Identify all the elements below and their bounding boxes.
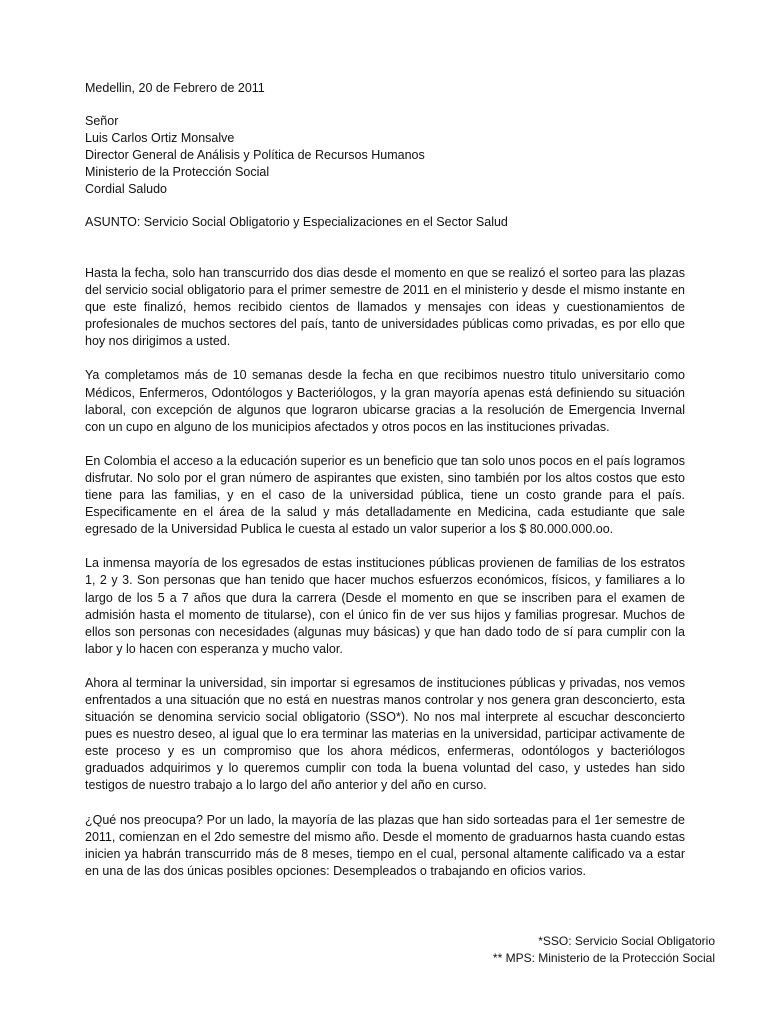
date-line: Medellin, 20 de Febrero de 2011 — [85, 81, 265, 95]
salutation: Señor — [85, 114, 119, 128]
footnotes — [493, 933, 715, 967]
recipient-organization: Ministerio de la Protección Social — [85, 165, 270, 179]
recipient-name: Luis Carlos Ortiz Monsalve — [85, 131, 235, 145]
body-paragraph: Ahora al terminar la universidad, sin importar si egresamos de instituciones públicas y privadas, nos vemos enfrentados a una situación que no está en nuestras manos controlar y nos genera gran desconcierto, esta situación se denomina servicio social obligatorio (SSO*). No nos mal interprete al escuchar desconcierto pues es nuestro deseo, al igual que lo era terminar las materias en la universidad, participar activamente de este proceso y es un compromiso que los ahora médicos, enfermeras, odontólogos y bacteriólogos graduados adquirimos y lo queremos cumplir con toda la buena voluntad del caso, y ustedes han sido testigos de nuestro trabajo a lo largo del año anterior y del año en curso. — [85, 675, 685, 793]
body-paragraph: Ya completamos más de 10 semanas desde la fecha en que recibimos nuestro titulo universitario como Médicos, Enfermeros, Odontólogos y Bacteriólogos, y la gran mayoría apenas está definiendo su situación laboral, con excepción de algunos que lograron ubicarse gracias a la resolución de Emergencia Invernal con un cupo en alguno de los municipios afectados y otros pocos en las instituciones privadas. — [85, 368, 685, 434]
body-paragraph: En Colombia el acceso a la educación superior es un beneficio que tan solo unos pocos en el país logramos disfrutar. No solo por el gran número de aspirantes que existen, sino también por los altos costos que esto tiene para las familias, y en el caso de la universidad pública, tiene un costo grande para el país. Especificamente en el área de la salud y más detalladamente en Medicina, cada estudiante que sale egresado de la Universidad Publica le cuesta al estado un valor superior a los $ 80.000.000.oo. — [85, 453, 685, 537]
footnote-sso: *SSO: Servicio Social Obligatorio — [538, 934, 715, 948]
letter-body — [85, 265, 685, 897]
recipient-title: Director General de Análisis y Política de Recursos Humanos — [85, 148, 425, 162]
body-paragraph: Hasta la fecha, solo han transcurrido dos dias desde el momento en que se realizó el sorteo para las plazas del servicio social obligatorio para el primer semestre de 2011 en el ministerio y desde el mismo instante en que este finalizó, hemos recibido cientos de llamados y mensajes con ideas y cuestionamientos de profesionales de muchos sectores del país, tanto de universidades públicas como privadas, es por ello que hoy nos dirigimos a usted. — [85, 266, 685, 349]
body-paragraph: ¿Qué nos preocupa? Por un lado, la mayoría de las plazas que han sido sorteadas para el 1er semestre de 2011, comienzan en el 2do semestre del mismo año. Desde el momento de graduarnos hasta cuando estas inicien ya habrán transcurrido más de 8 meses, tiempo en el cual, personal altamente calificado va a estar en una de las dos únicas posibles opciones: Desempleados o trabajando en oficios varios. — [85, 812, 685, 878]
letter-header — [85, 80, 685, 231]
subject-line: ASUNTO: Servicio Social Obligatorio y Especializaciones en el Sector Salud — [85, 215, 508, 229]
greeting: Cordial Saludo — [85, 182, 167, 196]
footnote-mps: ** MPS: Ministerio de la Protección Social — [492, 951, 715, 965]
body-paragraph: La inmensa mayoría de los egresados de estas instituciones públicas provienen de familias de los estratos 1, 2 y 3. Son personas que han tenido que hacer muchos esfuerzos económicos, físicos, y familiares a lo largo de los 5 a 7 años que dura la carrera (Desde el momento en que se inscriben para el examen de admisión hasta el momento de titularse), con el único fin de ver sus hijos y familias progresar. Muchos de ellos son personas con necesidades (algunas muy básicas) y que han dado todo de sí para cumplir con la labor y lo hacen con esperanza y mucho valor. — [85, 556, 685, 656]
